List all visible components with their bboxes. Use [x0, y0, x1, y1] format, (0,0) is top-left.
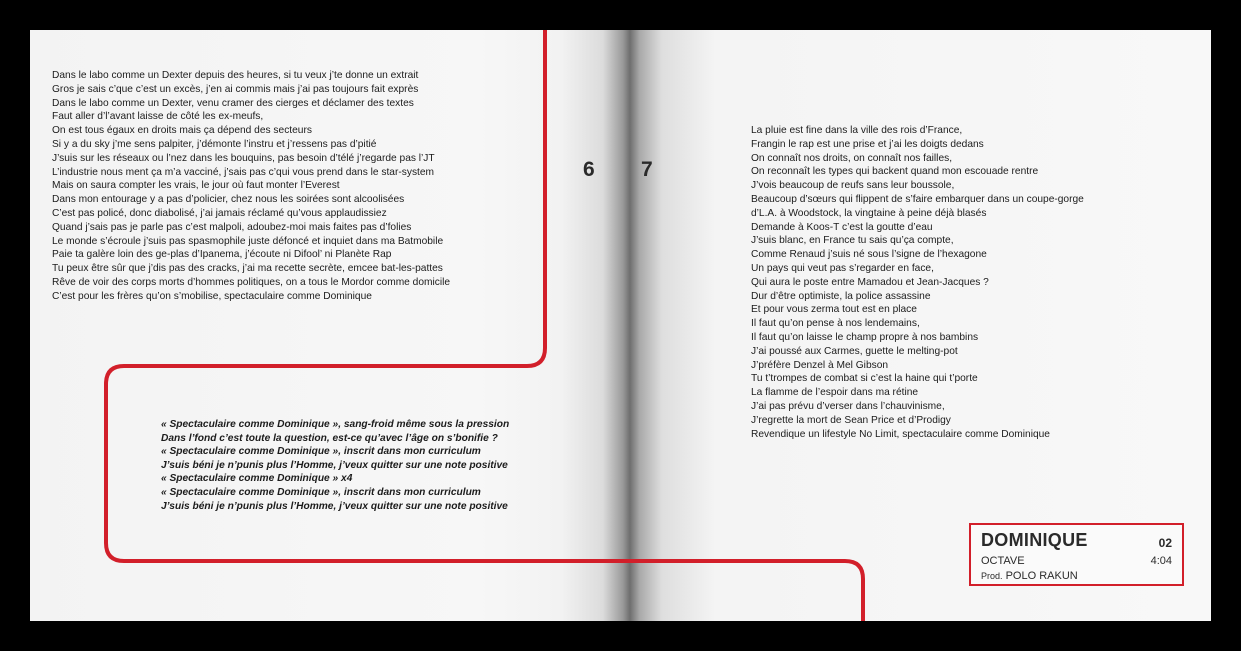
lyric-line: Rêve de voir des corps morts d’hommes politiques, on a tous le Mordor comme domicile: [52, 276, 451, 288]
lyric-line: J’préfère Denzel à Mel Gibson: [751, 359, 889, 371]
lyric-line: Dur d’être optimiste, la police assassine: [751, 290, 931, 302]
lyric-line: Tu t’trompes de combat si c’est la haine qui t’porte: [751, 373, 978, 385]
lyric-line: J’suis sur les réseaux ou l’nez dans les bouquins, pas besoin d’télé j’regarde pas l’JT: [52, 152, 435, 164]
lyric-line: J’suis blanc, en France tu sais qu’ça compte,: [751, 235, 954, 247]
track-producer-line: [981, 570, 1078, 582]
producer-label: Prod.: [981, 571, 1003, 581]
chorus-line: « Spectaculaire comme Dominique », sang-froid même sous la pression: [161, 419, 510, 430]
lyric-line: J’regrette la mort de Sean Price et d’Prodigy: [751, 414, 951, 426]
lyric-line: Frangin le rap est une prise et j’ai les doigts dedans: [751, 138, 984, 150]
lyric-line: Dans mon entourage y a pas d’policier, chez nous les soirées sont alcoolisées: [52, 194, 405, 206]
lyric-line: d’L.A. à Woodstock, la vingtaine à peine déjà blasés: [751, 207, 987, 219]
producer-name: POLO RAKUN: [1005, 570, 1078, 582]
track-title: DOMINIQUE: [981, 530, 1088, 550]
track-info-box: [969, 523, 1184, 586]
booklet-spread: [30, 30, 1211, 621]
lyric-line: C’est pour les frères qu’on s’mobilise, spectaculaire comme Dominique: [52, 290, 372, 302]
chorus-line: « Spectaculaire comme Dominique », inscrit dans mon curriculum: [161, 486, 481, 498]
lyric-line: Et pour vous zerma tout est en place: [751, 304, 917, 316]
lyric-line: Demande à Koos-T c’est la goutte d’eau: [751, 221, 933, 233]
left-lyrics-block: [52, 69, 450, 304]
chorus-line: J’suis béni je n’punis plus l’Homme, j’veux quitter sur une note positive: [161, 459, 508, 471]
lyric-line: Il faut qu’on pense à nos lendemains,: [751, 318, 920, 330]
lyric-line: Tu peux être sûr que j’dis pas des cracks, j’ai ma recette secrète, emcee bat-les-pattes: [52, 263, 443, 275]
lyric-line: J’ai pas prévu d’verser dans l’chauvinisme,: [751, 400, 945, 412]
right-lyrics-block: [751, 124, 1084, 441]
chorus-line: Dans l’fond c’est toute la question, est-ce qu’avec l’âge on s’bonifie ?: [161, 432, 498, 444]
lyric-line: Faut aller d’l’avant laisse de côté les ex-meufs,: [52, 111, 264, 123]
lyric-line: La flamme de l’espoir dans ma rétine: [751, 387, 919, 399]
lyric-line: Mais on saura compter les vrais, le jour où faut monter l’Everest: [52, 180, 340, 192]
lyric-line: Un pays qui veut pas s’regarder en face,: [751, 262, 934, 274]
lyric-line: Quand j’sais pas je parle pas c’est malpoli, adoubez-moi mais faites pas d’folies: [52, 221, 412, 233]
lyric-line: Dans le labo comme un Dexter, venu cramer des cierges et déclamer des textes: [52, 97, 414, 109]
lyric-line: J’vois beaucoup de reufs sans leur boussole,: [751, 180, 955, 192]
lyric-line: Paie ta galère loin des ge-plas d’Ipanema, j’écoute ni Difool’ ni Planète Rap: [52, 249, 392, 261]
lyric-line: On est tous égaux en droits mais ça dépend des secteurs: [52, 125, 312, 137]
lyric-line: Gros je sais c’que c’est un excès, j’en ai commis mais j’ai pas toujours fait exprès: [52, 83, 419, 95]
track-artist: OCTAVE: [981, 555, 1025, 567]
lyric-line: Qui aura le poste entre Mamadou et Jean-Jacques ?: [751, 276, 989, 288]
chorus-line: J’suis béni je n’punis plus l’Homme, j’veux quitter sur une note positive: [161, 500, 508, 512]
lyric-line: Revendique un lifestyle No Limit, spectaculaire comme Dominique: [751, 428, 1050, 440]
chorus-line: « Spectaculaire comme Dominique », inscrit dans mon curriculum: [161, 446, 481, 458]
page-number-left: 6: [583, 158, 595, 181]
lyric-line: Dans le labo comme un Dexter depuis des heures, si tu veux j’te donne un extrait: [52, 70, 419, 81]
chorus-line: « Spectaculaire comme Dominique » x4: [161, 473, 353, 485]
lyric-line: Le monde s’écroule j’suis pas spasmophile juste défoncé et inquiet dans ma Batmobile: [52, 235, 444, 247]
lyric-line: C’est pas policé, donc diabolisé, j’ai jamais réclamé qu’vous applaudissiez: [52, 207, 387, 219]
chorus-block: [161, 418, 509, 513]
lyric-line: On connaît nos droits, on connaît nos failles,: [751, 152, 953, 164]
lyric-line: Comme Renaud j’suis né sous l’signe de l’hexagone: [751, 249, 987, 261]
track-duration: 4:04: [1150, 555, 1172, 567]
lyric-line: On reconnaît les types qui backent quand mon escouade rentre: [751, 166, 1039, 178]
page-number-right: 7: [641, 158, 653, 181]
lyric-line: Si y a du sky j’me sens palpiter, j’démonte l’instru et j’ressens pas d’pitié: [52, 138, 377, 150]
track-number: 02: [1158, 536, 1172, 550]
lyric-line: La pluie est fine dans la ville des rois d’France,: [751, 125, 963, 136]
lyric-line: Beaucoup d’sœurs qui flippent de s’faire embarquer dans un coupe-gorge: [751, 193, 1084, 205]
lyric-line: L’industrie nous ment ça m’a vacciné, j’sais pas c’qui vous prend dans le star-system: [52, 166, 435, 178]
lyric-line: Il faut qu’on laisse le champ propre à nos bambins: [751, 331, 979, 343]
lyric-line: J’ai poussé aux Carmes, guette le melting-pot: [751, 345, 958, 357]
